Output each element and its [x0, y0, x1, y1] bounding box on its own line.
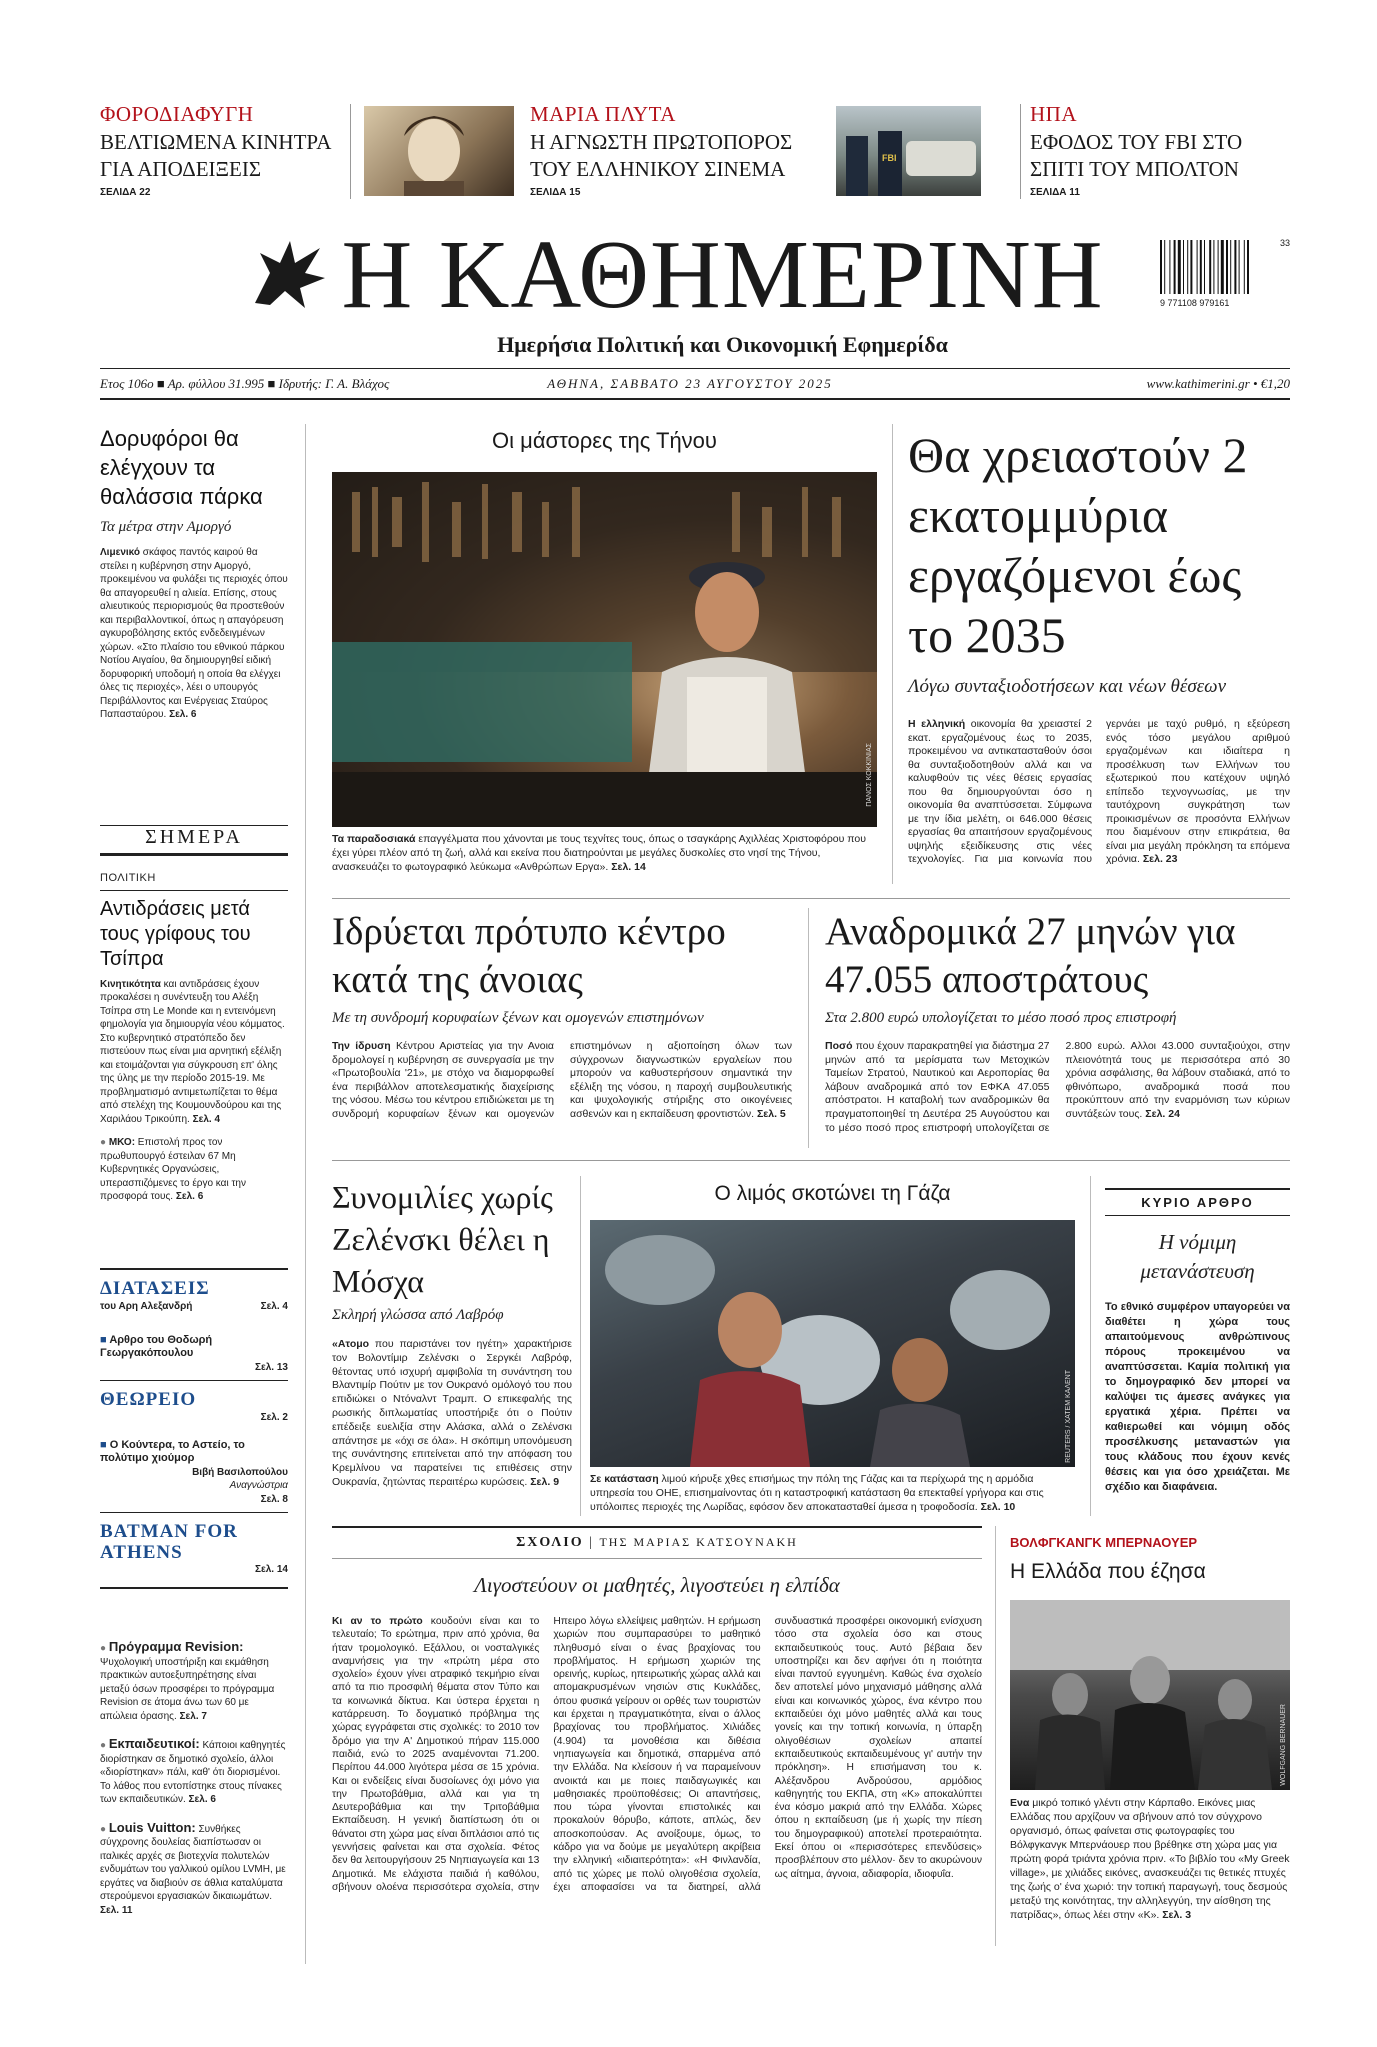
tsipras-headline[interactable]: Αντιδράσεις μετά τους γρίφους του Τσίπρα — [100, 897, 251, 970]
column-divider — [580, 1176, 581, 1516]
divider — [100, 1512, 288, 1513]
teaser-kicker: ΦΟΡΟΔΙΑΦΥΓΗ — [100, 102, 254, 126]
divider — [100, 1587, 288, 1589]
greece-photo[interactable] — [1010, 1600, 1290, 1790]
main-deck: Λόγω συνταξιοδοτήσεων και νέων θέσεων — [908, 676, 1227, 697]
amorgos-body: Λιμενικό σκάφος παντός καιρού θα στείλει η κυβέρνηση στην Αμοργό, προκειμένου να φυλάξει τις περιοχές όπου θα απαγορευθεί η αλιεία. Επίσης, στους αλιευτικούς περιορισμούς θα προστεθούν και περιβαλλοντικοί, όπως η απαγόρευση αγκυροβόλησης εκτός ενδεδειγμένων χώρων. «Στο πλαίσιο του εθνικού πάρκου Νοτίου Αιγαίου, θα δημιουργηθεί ειδική δορυφορική υποδομή η οποία θα ελέγχει όλες τις περιοχές», λέει ο υπουργός Περιβάλλοντος και Ενέργειας Σταύρος Παπασταύρου. Σελ. 6 — [100, 547, 288, 720]
editorial-label: ΚΥΡΙΟ ΑΡΘΡΟ — [1141, 1195, 1254, 1210]
barcode-number: 9 771108 979161 — [1160, 298, 1230, 308]
gaza-label: Ο λιμός σκοτώνει τη Γάζα — [714, 1182, 951, 1205]
teaser-title: Η ΑΓΝΩΣΤΗ ΠΡΩΤΟΠΟΡΟΣ ΤΟΥ ΕΛΛΗΝΙΚΟΥ ΣΙΝΕΜΑ — [530, 130, 793, 181]
column-divider — [892, 424, 893, 884]
divider — [332, 1526, 982, 1528]
kundera-role: Αναγνώστρια — [229, 1480, 288, 1491]
anoia-headline[interactable]: Ιδρύεται πρότυπο κέντρο κατά της άνοιας — [332, 910, 726, 1001]
teaser-tax[interactable] — [100, 102, 340, 198]
tsipras-body: Κινητικότητα και αντιδράσεις έχουν προκαλέσει η συνέντευξη του Αλέξη Τσίπρα στη Le Monde και η εντεινόμενη φημολογία για δημιουργία νέου κόμματος. Στο κυβερνητικό στρατόπεδο δεν πιστεύουν πως είναι μια αρνητική εξέλιξη και ετοιμάζονται για σύγκρουση επ' όλης της ύλης με την περίοδο 2015-19. Με προβληματισμό αντιμετωπίζεται το θέμα από στελέχη της Κουμουνδούρου και της Χαριλάου Τρικούπη. Σελ. 4 — [100, 978, 285, 1125]
portrait-photo — [364, 106, 514, 196]
tinos-photo[interactable] — [332, 472, 877, 827]
zelensky-deck: Σκληρή γλώσσα από Λαβρόφ — [332, 1307, 504, 1323]
barcode-icon — [1160, 240, 1270, 298]
masthead-title: Η ΚΑΘΗΜΕΡΙΝΗ — [341, 221, 1104, 329]
amorgos-deck: Τα μέτρα στην Αμοργό — [100, 519, 232, 535]
main-headline[interactable]: Θα χρειαστούν 2 εκατομμύρια εργαζόμενοι έως το 2035 — [908, 427, 1248, 663]
teaser-photo-plyta[interactable] — [364, 106, 514, 196]
cobbler-photo — [332, 472, 877, 827]
greece-title[interactable]: Η Ελλάδα που έζησα — [1010, 1560, 1206, 1583]
column-divider — [305, 424, 306, 1964]
section-label: ΠΟΛΙΤΙΚΗ — [100, 872, 156, 884]
teachers-item[interactable]: ● Εκπαιδευτικοί: Κάποιοι καθηγητές διορίστηκαν σε δημοτικό σχολείο, άλλοι «διορίστηκαν» πάλι, καθ' ότι διορισμένοι. Το λάθος που εντοπίστηκε στους πίνακες των εκπαιδευτικών. Σελ. 6 — [100, 1736, 286, 1805]
teaser-title: ΕΦΟΔΟΣ ΤΟΥ FBI ΣΤΟ ΣΠΙΤΙ ΤΟΥ ΜΠΟΛΤΟΝ — [1030, 130, 1243, 181]
politics-block — [100, 872, 288, 1204]
barcode — [1160, 238, 1290, 308]
comment-body: Κι αν το πρώτο κουδούνι είναι και το τελευταίο; Το ερώτημα, πριν από χρόνια, θα ήταν τρομολογικό. Εξάλλου, οι νοσταλγικές αναμνήσεις για την «πρώτη μέρα στο σχολείο» έχουν γίνει ατραφικό τεκμήριο είναι από τα πιο προσφιλή θέματα στον Τύπο και τα κοινωνικά δίκτυα. Και ύστερα έρχεται η κατάρρευση. Το δογματικό πρόβλημα της χώρας εγγράφεται στις σχολικές: το 2010 τον δρόμο για την Α' Δημοτικού πήραν 115.000 παιδιά, ενώ το 2025 αναμένονται 71.200. Περίπου 44.000 λιγότερα μέσα σε 15 χρόνια. Και οι ενδείξεις είναι δυσοίωνες όχι μόνο για την Πρωτοβάθμια, αλλά και για τη Δευτεροβάθμια και την Τριτοβάθμια Εκπαίδευση. Η γενική διαπίστωση ότι οι θάνατοι στη χώρα μας είναι διπλάσιοι από τις γεννήσεις φαίνεται και στα σχολεία. Φέτος δεν θα λειτουργήσουν 25 Νηπιαγωγεία και 13 Δημοτικά. Με ελάχιστα παιδιά ή καθόλου, σβήνουν ολοένα περισσότερα σχολεία, στην Ηπειρο λόγω ελλείψεις μαθητών. Η ερήμωση χωριών που συμπαρασύρει το μαθητικό πληθυσμό είναι ο ένας βραχίονας του προβλήματος. Η ερήμωση χωριών της ορεινής, κυρίως, ηπειρωτικής χώρας αλλά και απομακρυσμένων νησιών στις Κυκλάδες, όπου φυσικά γείρουν οι ορθές των τουριστών και έρχεται η πραγματικότητα, είναι ο άλλος βραχίονας του προβλήματος. Χιλιάδες (4.904) τα μονοθέσια και διθέσια νηπιαγωγεία και δημοτικά, σπαρμένα από την Ελλάδα. Να κλείσουν ή να παραμείνουν ανοικτά και με ποιες παιδαγωγικές και μαθησιακές προϋποθέσεις; Οι απαντήσεις, που τώρα γίνονται επιστολικές και προκαλούν θόρυβο, κάποτε, απλώς, δεν αποσκοπούσαν. Ας ανοίξουμε, όμως, το κάδρο για να δούμε με μεγαλύτερη ακρίβεια την ελληνική «ιδιαιτερότητα»: «Η Φινλανδία, από τις χώρες με πολύ ολιγοθέσια σχολεία, έχει αποφασίσει να τα διατηρεί, αλλά συνδυαστικά προσφέρει οικονομική ενίσχυση τόσο στα σχολεία όσο και στους εκπαιδευτικούς τους. Αυτό βέβαια δεν υποστηρίζει και δεν αφήνει ότι η ποιότητα είναι παντού εγγυημένη. Καθώς ένα σχολείο δεν αποτελεί μόνο μηχανισμό μάθησης αλλά είναι και κοινωνικός χώρος, ένα κέντρο που εκπαιδεύει όχι μόνο μαθητές αλλά και τους γονείς και την τοπική κοινωνία, η ύπαρξη ολιγοθέσιων σχολείων απαιτεί εκπαιδευτικούς εκπαιδευμένους γι' αυτήν την πρόκληση». Η επισήμανση του κ. Αλέξανδρου Ανδρούσου, αρμόδιος καθηγητής του ΕΚΠΑ, στη «Κ» αποκαλύπτει ένα κόσμο μακριά από την Ελλάδα. Χώρες όπου η εκπαίδευση (με ή χωρίς την πίεση του δημογραφικού) αποτελεί προτεραιότητα. Εκεί όπου οι «περισσότερες επενδύσεις» προσβλέπουν στο μέλλον· δεν το ακυρώνουν ως αίτημα, άγνοια, αδιαφορία, ιδιοφυΐα. — [332, 1616, 982, 1893]
theoreio-title[interactable]: ΘΕΩΡΕΙΟ — [100, 1389, 197, 1410]
column-divider — [808, 908, 809, 1148]
issue-info: Ετος 106ο ■ Αρ. φύλλου 31.995 ■ Ιδρυτής: Γ. Α. Βλάχος — [100, 376, 390, 391]
gaza-caption: Σε κατάσταση λιμού κήρυξε χθες επισήμως την πόλη της Γάζας και τα περίχωρά της η αρμόδια υπηρεσία του ΟΗΕ, επισημαίνοντας ότι η καταστροφική κατάσταση θα επεκταθεί γρήγορα και στις υπόλοιπες περιοχές της Λωρίδας, εφόσον δεν αποκατασταθεί άμεσα η τροφοδοσία. Σελ. 10 — [590, 1473, 1044, 1513]
amorgos-headline[interactable]: Δορυφόροι θα ελέγχουν τα θαλάσσια πάρκα — [100, 426, 263, 509]
teaser-page: ΣΕΛΙΔΑ 11 — [1030, 187, 1080, 198]
batman-page: Σελ. 14 — [255, 1564, 288, 1575]
diataseis-author: του Αρη Αλεξανδρή Σελ. 4 — [100, 1301, 288, 1312]
revision-item[interactable]: ● Πρόγραμμα Revision: Ψυχολογική υποστήριξη και εκμάθηση πρακτικών αυτοεξυπηρέτησης είναι μεταξύ όσων προσφέρει το πρόγραμμα Revision σε άτομα άνω των 60 με απώλεια όρασης. Σελ. 7 — [100, 1639, 275, 1722]
svg-text:FBI: FBI — [882, 153, 897, 163]
divider — [100, 890, 288, 891]
teaser-kicker: ΜΑΡΙΑ ΠΛΥΤΑ — [530, 102, 676, 126]
masthead-subtitle: Ημερήσια Πολιτική και Οικονομική Εφημερίδα — [497, 332, 948, 357]
anoia-body: Την ίδρυση Κέντρου Αριστείας για την Ανοια δρομολογεί η κυβέρνηση σε συνεργασία με την «Πρωτοβουλία '21», με στόχο να διαμορφωθεί ένα περιβάλλον αποτελεσματικής διαχείρισης της νόσου. Μέσω του κέντρου επιδιώκεται με τη συνδρομή κορυφαίων ξένων και ομογενών επιστημόνων η αξιοποίηση όλων των σύγχρονων διαγνωστικών εργαλείων που μπορούν να καθυστερήσουν σημαντικά την εξέλιξη της νόσου, η παροχή συμβουλευτικής και ψυχολογικής στήριξης στο οικογένειες ασθενών και η εκπαίδευση φροντιστών. Σελ. 5 — [332, 1040, 792, 1120]
today-label: ΣΗΜΕΡΑ — [145, 826, 243, 848]
divider — [100, 1380, 288, 1381]
divider — [1105, 1215, 1290, 1216]
gaza-photo[interactable] — [590, 1220, 1075, 1467]
kundera-page: Σελ. 8 — [260, 1493, 288, 1505]
editorial-title[interactable]: Η νόμιμη μετανάστευση — [1140, 1230, 1255, 1283]
greece-caption: Ενα μικρό τοπικό γλέντι στην Κάρπαθο. Εικόνες μιας Ελλάδας που αρχίζουν να σβήνουν από τον σύγχρονο οργανισμό, όπως φαίνεται στις φωτογραφίες του Βόλφγκανγκ Μπερνάουερ που βρέθηκε στη χώρα μας για πρώτη φορά τριάντα χρόνια πριν. «Το βιβλίο του «My Greek village», με χιλιάδες εικόνες, ανασκευάζει τις θετικές πτυχές της ζωής ο' ένα χωριό: την τοπική παραγωγή, τους δεσμούς μεταξύ της κοινότητας, την αλληλεγγύη, την αίσθηση της πατρίδας», όπως λέει στην «Κ». Σελ. 3 — [1010, 1797, 1290, 1921]
briefs-block — [100, 1640, 288, 1917]
mko-item[interactable]: ● ΜΚΟ: Επιστολή προς τον πρωθυπουργό έστειλαν 67 Μη Κυβερνητικές Οργανώσεις, υπερασπιζόμενες το έργο και την προσφορά τους. Σελ. 6 — [100, 1137, 246, 1202]
date-line: ΑΘΗΝΑ, ΣΑΒΒΑΤΟ 23 ΑΥΓΟΥΣΤΟΥ 2025 — [547, 376, 833, 391]
fbi-agents-photo — [836, 106, 981, 196]
zelensky-headline[interactable]: Συνομιλίες χωρίς Ζελένσκι θέλει η Μόσχα — [332, 1179, 553, 1299]
teaser-page: ΣΕΛΙΔΑ 15 — [530, 187, 581, 198]
village-feast-photo — [1010, 1600, 1290, 1790]
teaser-title: ΒΕΛΤΙΩΜΕΝΑ ΚΙΝΗΤΡΑ ΓΙΑ ΑΠΟΔΕΙΞΕΙΣ — [100, 130, 331, 181]
arthro-page: Σελ. 13 — [255, 1361, 288, 1373]
teaser-kicker: ΗΠΑ — [1030, 102, 1077, 126]
column-divider — [995, 1526, 996, 1946]
divider — [100, 1268, 288, 1270]
divider — [350, 104, 351, 199]
comment-header: ΣΧΟΛΙΟ | ΤΗΣ ΜΑΡΙΑΣ ΚΑΤΣΟΥΝΑΚΗ — [516, 1535, 798, 1550]
photo-credit: REUTERS / ΧΑΤΕΜ ΚΑΛΕΝΤ — [1065, 1370, 1072, 1463]
divider — [100, 368, 1290, 369]
editorial-body: Το εθνικό συμφέρον υπαγορεύει να διαθέτει η χώρα τους απαιτούμενους ανθρώπινους πόρους προκειμένου να αναπτύσσεται. Καμία πολιτική για το δημογραφικό δεν μπορεί να καλύψει τις άμεσες ανάγκες για εργατικά χέρια. Πρέπει να καθιερωθεί και νόμιμη οδός προσέλκυσης μεταναστών για τους κλάδους που έχουν κενές θέσεις και για όσο χρειάζεται. Με σχέδιο και διαφάνεια. — [1105, 1301, 1290, 1493]
comment-title[interactable]: Λιγοστεύουν οι μαθητές, λιγοστεύει η ελπίδα — [474, 1573, 840, 1597]
tinos-caption: Τα παραδοσιακά επαγγέλματα που χάνονται με τους τεχνίτες τους, όπως ο τσαγκάρης Αχιλλέας Χριστοφόρου που έχει γύρει πλέον από τη ζωή, αλλά και εκείνα που διατηρούνται με μεγάλες δυσκολίες στο νησί της Τήνου, ανασκευάζει το φωτογραφικό λεύκωμα «Ανθρώπων Εργα». Σελ. 14 — [332, 833, 866, 873]
georgakopoulos-item[interactable]: ■ Αρθρο του Θοδωρή Γεωργακόπουλου — [100, 1333, 213, 1359]
left-column — [100, 424, 288, 722]
divider — [332, 1558, 982, 1559]
anoia-deck: Με τη συνδρομή κορυφαίων ξένων και ομογενών επιστημόνων — [332, 1010, 704, 1026]
photo-credit: ΠΑΝΟΣ ΚΟΚΚΙΝΙΑΣ — [866, 743, 873, 807]
main-body: Η ελληνική οικονομία θα χρειαστεί 2 εκατ. εργαζομένους έως το 2035, προκειμένου να αντικατασταθούν όσοι θα συνταξιοδοτηθούν αλλά και να καλυφθούν τις νέες θέσεις εργασίας που θα δημιουργούνται όσο η οικονομία θα αναπτύσσεται. Σύμφωνα με την ίδια μελέτη, οι 646.000 θέσεις εργασίας θα απαιτήσουν εργαζομένους υψηλής εξειδίκευσης στις νέες τεχνολογίες. Για μια κοινωνία που γερνάει με ταχύ ρυθμό, η εξεύρεση ενός τόσο μεγάλου αριθμού εργαζομένων και ιδιαίτερα η προσέλκυση των Ελλήνων του εξωτερικού που κατέχουν υψηλό επίπεδο τεχνογνωσίας, με την ταυτόχρονη συγκράτηση των προικισμένων σε προσόντα Ελλήνων που διαμένουν στην επικράτεια, θα είναι μια μεγάλη πρόκληση τα επόμενα χρόνια. Σελ. 23 — [908, 718, 1290, 865]
batman-title[interactable]: BATMAN FOR ATHENS — [100, 1521, 238, 1563]
column-divider — [1090, 1176, 1091, 1516]
teaser-cinema[interactable] — [530, 102, 810, 198]
teaser-page: ΣΕΛΙΔΑ 22 — [100, 187, 151, 198]
tinos-label: Οι μάστορες της Τήνου — [492, 428, 717, 453]
diataseis-title[interactable]: ΔΙΑΤΑΣΕΙΣ — [100, 1278, 210, 1299]
griffin-logo-icon — [245, 233, 330, 313]
kundera-item[interactable]: ■ Ο Κούντερα, το Αστείο, το πολύτιμο χιούμορ — [100, 1438, 245, 1464]
children-pots-photo — [590, 1220, 1075, 1467]
divider — [332, 1160, 1290, 1161]
greece-kicker: ΒΟΛΦΓΚΑΝΓΚ ΜΠΕΡΝΑΟΥΕΡ — [1010, 1535, 1198, 1550]
anadromika-deck: Στα 2.800 ευρώ υπολογίζεται το μέσο ποσό προς επιστροφή — [825, 1010, 1177, 1026]
photo-credit: WOLFGANG BERNAUER — [1280, 1704, 1287, 1786]
divider — [100, 398, 1290, 400]
barcode-issue: 33 — [1279, 238, 1290, 248]
editorial-box — [1105, 1188, 1290, 1495]
anadromika-body: Ποσό που έχουν παρακρατηθεί για διάστημα 27 μηνών από τα μερίσματα των Μετοχικών Ταμείων Στρατού, Ναυτικού και Αεροπορίας θα λάβουν αναδρομικά από τον ΕΦΚΑ 47.055 απόστρατοι. Η καταβολή των αναδρομικών θα πραγματοποιηθεί τη Δευτέρα 25 Αυγούστου και το μέσο ποσό προς επιστροφή υπολογίζεται σε 2.800 ευρώ. Αλλοι 43.000 συνταξιούχοι, στην πλειονότητά τους με περισσότερα από 30 χρόνια ασφάλισης, θα λάβουν σταδιακά, από το φθινόπωρο, αναδρομικά ποσά που προκύπτουν από την εναρμόνιση των κύριων συντάξεών τους. Σελ. 24 — [825, 1040, 1290, 1134]
kundera-author: Βιβή Βασιλοπούλου — [192, 1466, 288, 1478]
zelensky-body: «Ατομο που παριστάνει τον ηγέτη» χαρακτήρισε τον Βολοντίμιρ Ζελένσκι ο Σεργκέι Λαβρόφ, θέτοντας υπό ισχυρή αμφιβολία τη συνάντηση του Βλαντιμίρ Πούτιν με τον Ουκρανό ομόλογό του που επιδιώκει ο Ντόναλντ Τραμπ. Ο επικεφαλής της ρωσικής διπλωματίας υποστήριξε ότι ο Πούτιν επέδειξε ευελιξία στην Αλάσκα, αλλά ο Ζελένσκι απάντησε με «όχι σε όλα». Η σκόπιμη υπονόμευση της συνάντησης επιτείνεται από την απόφαση του Κρεμλίνου να παρατείνει τις επιθέσεις στην Ουκρανία, ζητώντας περαιτέρω κυρώσεις. Σελ. 9 — [332, 1338, 572, 1488]
lv-item[interactable]: ● Louis Vuitton: Συνθήκες σύγχρονης δουλείας διαπίστωσαν οι ιταλικές αρχές σε βιοτεχνία πολυτελών ενδυμάτων του γαλλικού ομίλου LVMH, με εργάτες να διαβιούν σε άθλια καταλύματα στερούμενοι εργασιακών δικαιωμάτων. Σελ. 11 — [100, 1819, 286, 1916]
divider — [332, 898, 1290, 899]
divider — [1020, 104, 1021, 199]
divider — [1105, 1188, 1290, 1190]
anadromika-headline[interactable]: Αναδρομικά 27 μηνών για 47.055 αποστράτους — [825, 910, 1236, 1001]
website-price: www.kathimerini.gr • €1,20 — [1146, 376, 1290, 391]
columns-block — [100, 1268, 288, 1589]
teaser-photo-fbi[interactable] — [836, 106, 981, 196]
theoreio-page: Σελ. 2 — [260, 1412, 288, 1423]
divider — [100, 853, 288, 856]
teaser-usa[interactable] — [1030, 102, 1290, 198]
